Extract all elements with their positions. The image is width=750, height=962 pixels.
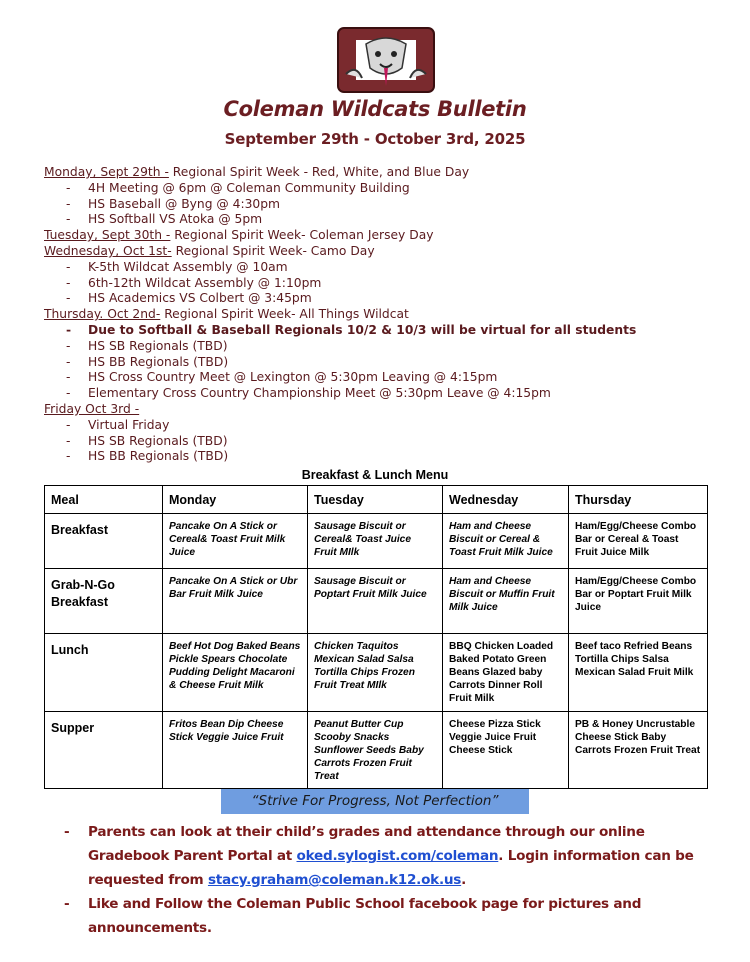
menu-cell: PB & Honey Uncrustable Cheese Stick Baby Carrots Frozen Fruit Treat: [569, 712, 708, 789]
menu-cell: Ham and Cheese Biscuit or Muffin Fruit Milk Juice: [443, 569, 569, 634]
menu-cell: Cheese Pizza Stick Veggie Juice Fruit Cheese Stick: [443, 712, 569, 789]
menu-cell: Pancake On A Stick or Ubr Bar Fruit Milk Juice: [163, 569, 308, 634]
note-gradebook: - Parents can look at their child’s grades and attendance through our online Gradebook Parent Portal at oked.sylogist.com/coleman. Login information can be requested from stacy.graham@coleman.k12.ok.us.: [64, 824, 694, 888]
menu-cell: Sausage Biscuit or Poptart Fruit Milk Juice: [308, 569, 443, 634]
meal-name: Breakfast: [45, 514, 163, 569]
header-meal: Meal: [45, 486, 163, 514]
bulletin-title: Coleman Wildcats Bulletin: [223, 97, 527, 121]
table-header-row: [45, 486, 708, 514]
wildcat-logo: [336, 24, 436, 96]
table-row: [45, 634, 708, 712]
menu-cell: Fritos Bean Dip Cheese Stick Veggie Juice Fruit: [163, 712, 308, 789]
menu-cell: Ham/Egg/Cheese Combo Bar or Poptart Fruit Milk Juice: [569, 569, 708, 634]
day-thursday: Thursday. Oct 2nd- Regional Spirit Week- All Things Wildcat: [44, 307, 409, 322]
menu-cell: Ham/Egg/Cheese Combo Bar or Cereal & Toast Fruit Juice Milk: [569, 514, 708, 569]
header-wednesday: Wednesday: [443, 486, 569, 514]
menu-table: [44, 485, 708, 789]
list-item: - Elementary Cross Country Championship Meet @ 5:30pm Leave @ 4:15pm: [66, 386, 551, 401]
table-row: [45, 712, 708, 789]
list-item: - K-5th Wildcat Assembly @ 10am: [66, 259, 288, 274]
header-tuesday: Tuesday: [308, 486, 443, 514]
table-row: [45, 569, 708, 634]
header-monday: Monday: [163, 486, 308, 514]
list-item: - HS Cross Country Meet @ Lexington @ 5:30pm Leaving @ 4:15pm: [66, 370, 498, 385]
menu-cell: Peanut Butter Cup Scooby Snacks Sunflower Seeds Baby Carrots Frozen Fruit Treat: [308, 712, 443, 789]
list-item: - 4H Meeting @ 6pm @ Coleman Community Building: [66, 180, 410, 195]
note-facebook: - Like and Follow the Coleman Public School facebook page for pictures and announcements.: [64, 896, 642, 936]
meal-name: Grab-N-Go Breakfast: [45, 569, 163, 634]
motto-quote: “Strive For Progress, Not Perfection”: [221, 789, 529, 814]
list-item: - HS Softball VS Atoka @ 5pm: [66, 212, 263, 227]
menu-cell: Sausage Biscuit or Cereal& Toast Juice Fruit MIlk: [308, 514, 443, 569]
menu-cell: Ham and Cheese Biscuit or Cereal & Toast Fruit Milk Juice: [443, 514, 569, 569]
list-item: - HS Academics VS Colbert @ 3:45pm: [66, 291, 312, 306]
header-thursday: Thursday: [569, 486, 708, 514]
list-item: - HS SB Regionals (TBD): [66, 433, 228, 448]
list-item: - 6th-12th Wildcat Assembly @ 1:10pm: [66, 275, 322, 290]
menu-cell: Pancake On A Stick or Cereal& Toast Fruit Milk Juice: [163, 514, 308, 569]
menu-cell: Beef Hot Dog Baked Beans Pickle Spears Chocolate Pudding Delight Macaroni & Cheese Fruit Milk: [163, 634, 308, 712]
menu-cell: Chicken Taquitos Mexican Salad Salsa Tortilla Chips Frozen Fruit Treat MIlk: [308, 634, 443, 712]
day-tuesday: Tuesday, Sept 30th - Regional Spirit Week- Coleman Jersey Day: [44, 228, 434, 243]
day-wednesday: Wednesday, Oct 1st- Regional Spirit Week- Camo Day: [44, 243, 375, 258]
parent-portal-link[interactable]: oked.sylogist.com/coleman: [296, 848, 499, 864]
announcements: [64, 820, 724, 940]
list-item: - Due to Softball & Baseball Regionals 10/2 & 10/3 will be virtual for all students: [66, 322, 637, 337]
menu-cell: BBQ Chicken Loaded Baked Potato Green Beans Glazed baby Carrots Dinner Roll Fruit Milk: [443, 634, 569, 712]
menu-title: Breakfast & Lunch Menu: [301, 468, 449, 482]
day-friday: Friday Oct 3rd -: [44, 401, 140, 416]
meal-name: Supper: [45, 712, 163, 789]
list-item: - HS BB Regionals (TBD): [66, 354, 229, 369]
list-item: - Virtual Friday: [66, 417, 170, 432]
list-item: - HS BB Regionals (TBD): [66, 449, 229, 464]
menu-cell: Beef taco Refried Beans Tortilla Chips Salsa Mexican Salad Fruit Milk: [569, 634, 708, 712]
bulletin-dates: September 29th - October 3rd, 2025: [224, 130, 526, 148]
day-monday: Monday, Sept 29th - Regional Spirit Week - Red, White, and Blue Day: [44, 165, 470, 179]
weekly-schedule: [44, 165, 744, 465]
list-item: - HS SB Regionals (TBD): [66, 338, 228, 353]
meal-name: Lunch: [45, 634, 163, 712]
email-link[interactable]: stacy.graham@coleman.k12.ok.us: [207, 872, 462, 888]
list-item: - HS Baseball @ Byng @ 4:30pm: [66, 196, 281, 211]
table-row: [45, 514, 708, 569]
